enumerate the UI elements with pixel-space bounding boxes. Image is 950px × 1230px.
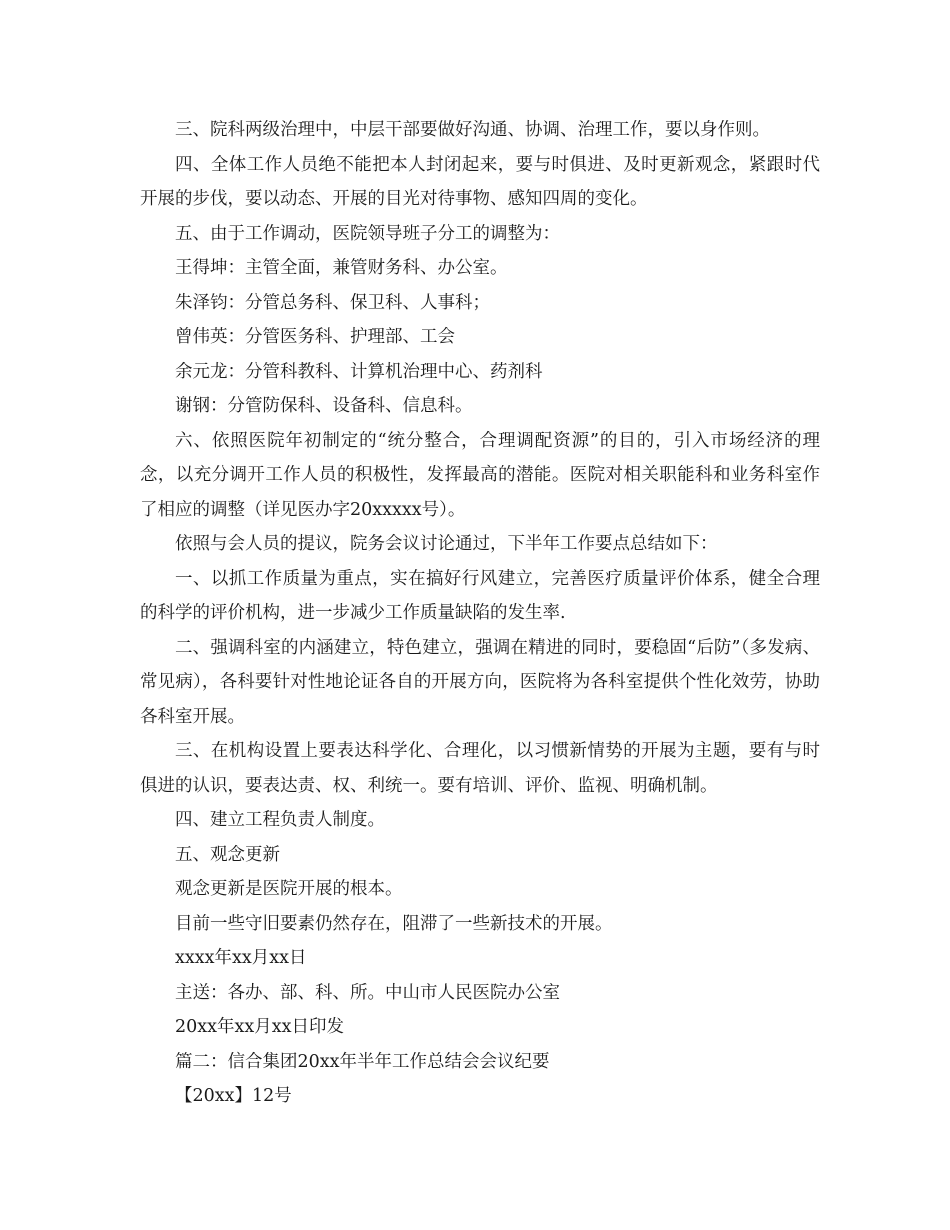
distribution-line: 主送：各办、部、科、所。中山市人民医院办公室 [175, 982, 560, 1003]
leader-assignment-wang: 王得坤：主管全面，兼管财务科、办公室。 [175, 258, 508, 278]
leader-assignment-zhu: 朱泽钧：分管总务科、保卫科、人事科； [175, 292, 490, 313]
plan-item-5-concept: 五、观念更新 [175, 844, 280, 865]
paragraph-item-6-restructure: 六、依照医院年初制定的“统分整合，合理调配资源”的目的，引入市场经济的理念，以充分调开工作人员的积极性，发挥最高的潜能。医院对相关职能科和业务科室作了相应的调整（详见医办字20xxxxx号）。 [140, 430, 820, 520]
section-two-title: 篇二：信合集团20xx年半年工作总结会会议纪要 [175, 1051, 550, 1072]
plan-item-2-department: 二、强调科室的内涵建立，特色建立，强调在精进的同时，要稳固“后防”（多发病、常见病），各科要针对性地论证各自的开展方向，医院将为各科室提供个性化效劳，协助各科室开展。 [140, 637, 820, 727]
leader-assignment-zeng: 曾伟英：分管医务科、护理部、工会 [175, 327, 455, 347]
document-body [140, 113, 820, 1114]
plan-item-1-quality: 一、以抓工作质量为重点，实在搞好行风建立，完善医疗质量评价体系，健全合理的科学的评价机构，进一步减少工作质量缺陷的发生率. [140, 568, 820, 623]
summary-intro: 依照与会人员的提议，院务会议讨论通过，下半年工作要点总结如下： [175, 534, 718, 554]
plan-item-3-structure: 三、在机构设置上要表达科学化、合理化，以习惯新情势的开展为主题，要有与时俱进的认识，要表达责、权、利统一。要有培训、评价、监视、明确机制。 [140, 741, 820, 796]
concept-obstacle: 目前一些守旧要素仍然存在，阻滞了一些新技术的开展。 [175, 913, 613, 934]
concept-statement: 观念更新是医院开展的根本。 [175, 879, 403, 899]
print-date: 20xx年xx月xx日印发 [175, 1017, 344, 1037]
plan-item-4-project: 四、建立工程负责人制度。 [175, 810, 385, 830]
document-date: xxxx年xx月xx日 [175, 948, 307, 968]
paragraph-item-5-adjustment: 五、由于工作调动，医院领导班子分工的调整为： [175, 223, 560, 244]
paragraph-item-3-management: 三、院科两级治理中，中层干部要做好沟通、协调、治理工作，要以身作则。 [175, 120, 770, 140]
leader-assignment-xie: 谢钢：分管防保科、设备科、信息科。 [175, 396, 473, 416]
leader-assignment-yu: 余元龙：分管科教科、计算机治理中心、药剂科 [175, 361, 543, 382]
document-number: 【20xx】12号 [175, 1086, 292, 1106]
paragraph-item-4-staff: 四、全体工作人员绝不能把本人封闭起来，要与时俱进、及时更新观念，紧跟时代开展的步伐，要以动态、开展的目光对待事物、感知四周的变化。 [140, 154, 820, 209]
